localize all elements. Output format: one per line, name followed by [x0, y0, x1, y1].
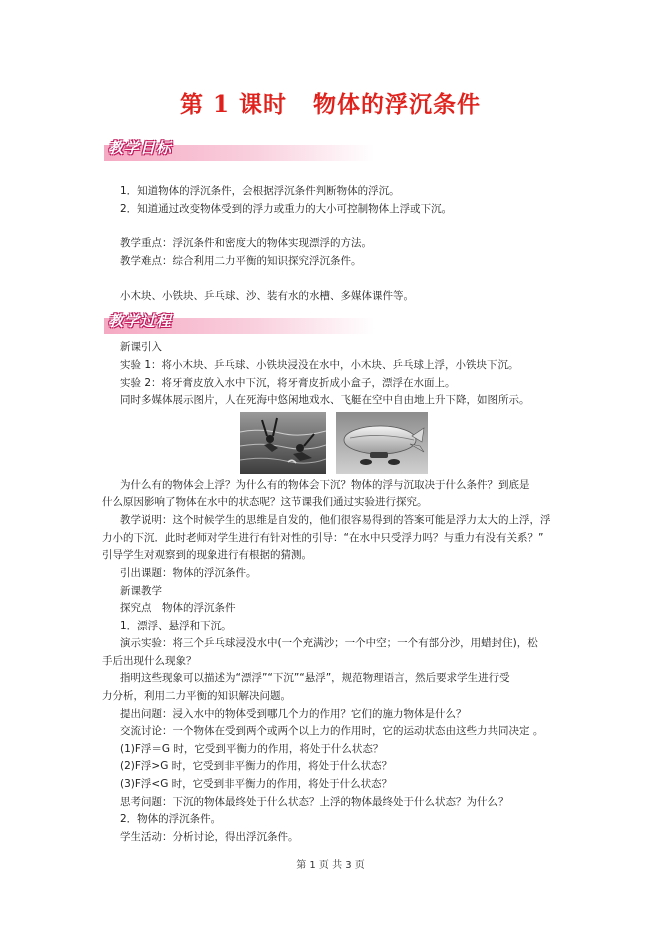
text-line: 演示实验：将三个乒乓球浸没水中(一个充满沙；一个中空；一个有部分沙，用蜡封住)，松 — [120, 637, 538, 649]
text-line: 什么原因影响了物体在水中的状态呢？这节课我们通过实验进行探究。 — [102, 496, 428, 508]
title-lesson: 第 1 课时 — [179, 91, 288, 118]
text-line: 手后出现什么现象？ — [102, 655, 197, 667]
text-line: 提出问题：浸入水中的物体受到哪几个力的作用？它们的施力物体是什么？ — [120, 708, 467, 720]
text-line: 交流讨论：一个物体在受到两个或两个以上力的作用时，它的运动状态由这些力共同决定 。 — [120, 725, 544, 737]
text-line: 思考问题：下沉的物体最终处于什么状态？上浮的物体最终处于什么状态？为什么？ — [120, 796, 509, 808]
text-line: 1．漂浮、悬浮和下沉。 — [120, 620, 232, 632]
text-line: 为什么有的物体会上浮？为什么有的物体会下沉？物体的浮与沉取决于什么条件？到底是 — [120, 479, 530, 491]
dead-sea-photo — [240, 412, 326, 474]
text-line: 实验 1：将小木块、乒乓球、小铁块浸没在水中，小木块、乒乓球上浮，小铁块下沉。 — [120, 359, 519, 371]
text-line: 2．物体的浮沉条件。 — [120, 813, 222, 825]
text-line: 新课引入 — [120, 341, 162, 353]
text-line: 学生活动：分析讨论，得出浮沉条件。 — [120, 831, 299, 843]
text-line: 实验 2：将牙膏皮放入水中下沉，将牙膏皮折成小盒子，漂浮在水面上。 — [120, 377, 456, 389]
text-line: 小木块、小铁块、乒乓球、沙、装有水的水槽、多媒体课件等。 — [120, 290, 414, 302]
text-line: 力分析，利用二力平衡的知识解决问题。 — [102, 690, 291, 702]
text-line: 1．知道物体的浮沉条件，会根据浮沉条件判断物体的浮沉。 — [120, 185, 400, 197]
text-line: 引出课题：物体的浮沉条件。 — [120, 567, 257, 579]
title-topic: 物体的浮沉条件 — [313, 91, 482, 118]
text-line: 教学重点：浮沉条件和密度大的物体实现漂浮的方法。 — [120, 237, 372, 249]
page-footer: 第 1 页 共 3 页 — [296, 860, 365, 871]
text-line: 力小的下沉．此时老师对学生进行有针对性的引导：“在水中只受浮力吗？与重力有没有关系？” — [102, 532, 544, 544]
text-line: 探究点 物体的浮沉条件 — [120, 602, 236, 614]
text-line: (2)F浮>G 时，它受到非平衡力的作用，将处于什么状态？ — [120, 760, 393, 772]
text-line: 教学说明：这个时候学生的思维是自发的，他们很容易得到的答案可能是浮力太大的上浮，浮 — [120, 514, 551, 526]
text-line: 引导学生对观察到的现象进行有根据的猜测。 — [102, 549, 312, 561]
text-line: 新课教学 — [120, 585, 162, 597]
process-heading: 教学过程 — [108, 312, 173, 330]
text-line: (1)F浮＝G 时，它受到平衡力的作用，将处于什么状态？ — [120, 743, 384, 755]
text-line: (3)F浮<G 时，它受到非平衡力的作用，将处于什么状态？ — [120, 778, 393, 790]
text-line: 教学难点：综合利用二力平衡的知识探究浮沉条件。 — [120, 255, 362, 267]
objectives-heading: 教学目标 — [108, 139, 173, 157]
page-title — [0, 86, 661, 119]
text-line: 指明这些现象可以描述为“漂浮”“下沉”“悬浮”，规范物理语言，然后要求学生进行受 — [120, 672, 510, 684]
text-line: 2．知道通过改变物体受到的浮力或重力的大小可控制物体上浮或下沉。 — [120, 203, 453, 215]
text-line: 同时多媒体展示图片，人在死海中悠闲地戏水、飞艇在空中自由地上升下降，如图所示。 — [120, 394, 530, 406]
airship-photo — [336, 412, 428, 474]
